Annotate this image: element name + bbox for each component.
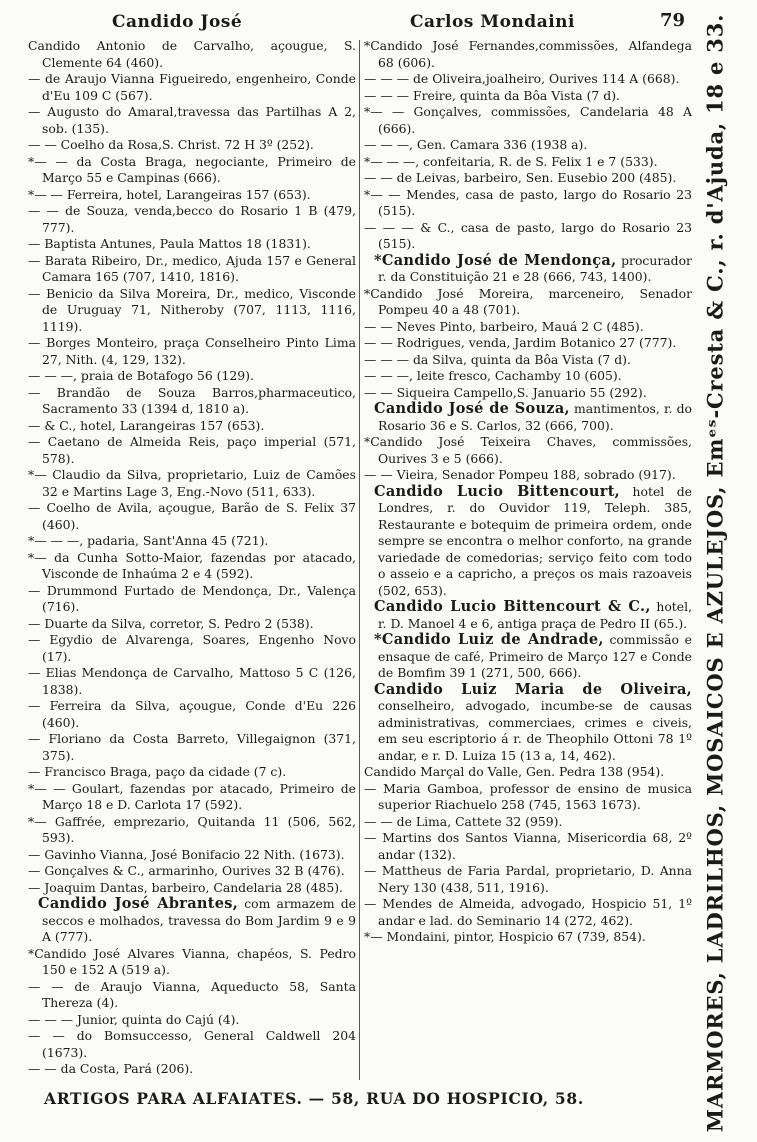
directory-entry <box>364 830 692 863</box>
directory-entry <box>364 682 692 765</box>
directory-entry <box>28 781 356 814</box>
entry-text: — — — da Silva, quinta da Bôa Vista (7 d). <box>364 351 631 367</box>
entry-text: — Caetano de Almeida Reis, paço imperial (571, 578). <box>28 434 356 466</box>
entry-text: *Candido José Moreira, marceneiro, Senador Pompeu 40 a 48 (701). <box>364 285 692 317</box>
directory-entry <box>28 863 356 880</box>
running-head-right: Carlos Mondaini <box>410 12 575 32</box>
directory-entry <box>364 434 692 467</box>
entry-text: — Drummond Furtado de Mendonça, Dr., Valença (716). <box>28 582 356 614</box>
directory-entry <box>28 1012 356 1029</box>
directory-entry <box>28 71 356 104</box>
entry-text: — Egydio de Alvarenga, Soares, Engenho Novo (17). <box>28 632 356 664</box>
entry-text: commissão e ensaque de café, Primeiro de Março 127 e Conde de Bomfim 39 1 (271, 500, 666). <box>378 632 692 680</box>
right-column <box>364 38 692 946</box>
entry-text: — Floriano da Costa Barreto, Villegaignon (371, 375). <box>28 731 356 763</box>
directory-entry <box>28 698 356 731</box>
page-number: 79 <box>660 10 686 31</box>
entry-text: *— Claudio da Silva, proprietario, Luiz de Camões 32 e Martins Lage 3, Eng.-Novo (511, 633). <box>28 467 356 499</box>
directory-entry <box>28 286 356 336</box>
entry-text: — Martins dos Santos Vianna, Misericordia 68, 2º andar (132). <box>364 830 692 862</box>
directory-entry <box>364 896 692 929</box>
entry-text: — Maria Gamboa, professor de ensino de musica superior Riachuelo 258 (745, 1563 1673). <box>364 780 692 812</box>
entry-text: — Gavinho Vianna, José Bonifacio 22 Nith. (1673). <box>28 846 345 862</box>
entry-text: *— da Cunha Sotto-Maior, fazendas por atacado, Visconde de Inhaúma 2 e 4 (592). <box>28 549 356 581</box>
directory-entry <box>28 335 356 368</box>
entry-text: conselheiro, advogado, incumbe-se de causas administrativas, commerciaes, crimes e civeis, em seu escriptorio á r. de Theophilo Ottoni 78 1º andar, e r. D. Luiza 15 (13 a, 14, 462). <box>378 698 692 763</box>
directory-entry <box>28 616 356 633</box>
directory-entry <box>364 170 692 187</box>
entry-text: — — da Costa, Pará (206). <box>28 1061 194 1076</box>
directory-entry <box>28 1028 356 1061</box>
entry-text: *Candido José Fernandes,commissões, Alfandega 68 (606). <box>364 38 692 70</box>
running-head-left: Candido José <box>112 12 243 32</box>
entry-text: *— — Gonçalves, commissões, Candelaria 48 A (666). <box>364 104 692 136</box>
directory-entry <box>364 286 692 319</box>
entry-text: — — — Junior, quinta do Cajú (4). <box>28 1011 240 1027</box>
directory-entry <box>28 814 356 847</box>
entry-text: *— — —, padaria, Sant'Anna 45 (721). <box>28 533 269 548</box>
entry-text: — Joaquim Dantas, barbeiro, Candelaria 28 (485). <box>28 879 343 895</box>
directory-entry <box>364 863 692 896</box>
directory-entry <box>28 583 356 616</box>
entry-text: — Baptista Antunes, Paula Mattos 18 (1831). <box>28 236 311 251</box>
directory-entry <box>364 154 692 171</box>
left-column <box>28 38 356 1078</box>
entry-text: — — —, leite fresco, Cachamby 10 (605). <box>364 368 622 383</box>
entry-text: Candido Marçal do Valle, Gen. Pedra 138 (954). <box>364 764 665 779</box>
directory-entry <box>28 847 356 864</box>
entry-text: — Augusto do Amaral,travessa das Partilhas A 2, sob. (135). <box>28 104 356 136</box>
entry-name: Candido Lucio Bittencourt, <box>374 482 621 500</box>
entry-text: — Elias Mendonça de Carvalho, Mattoso 5 C (126, 1838). <box>28 665 356 697</box>
entry-text: — — de Lima, Cattete 32 (959). <box>364 813 563 829</box>
directory-entry <box>364 220 692 253</box>
entry-text: — Borges Monteiro, praça Conselheiro Pinto Lima 27, Nith. (4, 129, 132). <box>28 335 356 367</box>
entry-text: — Benicio da Silva Moreira, Dr., medico, Visconde de Uruguay 71, Nitheroby (707, 1113, 1116, 1119). <box>28 285 356 334</box>
directory-entry <box>28 187 356 204</box>
directory-entry <box>364 137 692 154</box>
directory-entry <box>28 38 356 71</box>
entry-text: — — — & C., casa de pasto, largo do Rosario 23 (515). <box>364 219 692 251</box>
directory-entry <box>364 401 692 434</box>
running-head <box>0 4 757 34</box>
entry-text: — Mendes de Almeida, advogado, Hospicio 51, 1º andar e lad. do Seminario 14 (272, 462). <box>364 896 692 928</box>
directory-entry <box>28 368 356 385</box>
entry-text: com armazem de seccos e molhados, travessa do Bom Jardim 9 e 9 A (777). <box>42 896 356 944</box>
directory-entry <box>364 484 692 600</box>
directory-entry <box>28 418 356 435</box>
column-divider <box>359 40 360 1080</box>
directory-entry <box>28 1061 356 1078</box>
directory-entry <box>28 632 356 665</box>
entry-text: — & C., hotel, Larangeiras 157 (653). <box>28 417 265 433</box>
directory-entry <box>28 665 356 698</box>
directory-entry <box>28 236 356 253</box>
entry-text: *— — Mendes, casa de pasto, largo do Rosario 23 (515). <box>364 186 692 218</box>
directory-entry <box>28 533 356 550</box>
entry-name: Candido Lucio Bittencourt & C., <box>374 598 651 615</box>
directory-entry <box>364 632 692 682</box>
entry-text: — — —, praia de Botafogo 56 (129). <box>28 368 254 383</box>
entry-text: — — — de Oliveira,joalheiro, Ourives 114 A (668). <box>364 71 680 86</box>
directory-entry <box>28 154 356 187</box>
directory-entry <box>364 253 692 286</box>
directory-entry <box>28 979 356 1012</box>
entry-name: *Candido José de Mendonça, <box>374 251 617 269</box>
footer-advertisement: ARTIGOS PARA ALFAIATES. — 58, RUA DO HOSPICIO, 58. <box>44 1089 584 1108</box>
directory-entry <box>28 896 356 946</box>
entry-text: *— Gaffrée, emprezario, Quitanda 11 (506, 562, 593). <box>28 813 356 845</box>
entry-text: — Coelho de Avila, açougue, Barão de S. Felix 37 (460). <box>28 500 356 532</box>
directory-entry <box>28 104 356 137</box>
directory-entry <box>364 71 692 88</box>
entry-text: — — do Bomsuccesso, General Caldwell 204 (1673). <box>28 1028 356 1060</box>
entry-text: — — Neves Pinto, barbeiro, Mauá 2 C (485). <box>364 318 644 334</box>
directory-entry <box>364 764 692 781</box>
entry-name: Candido Luiz Maria de Oliveira, <box>374 680 692 698</box>
entry-name: Candido José de Souza, <box>374 400 570 417</box>
directory-entry <box>364 335 692 352</box>
entry-name: *Candido Luiz de Andrade, <box>374 631 604 648</box>
entry-name: Candido José Abrantes, <box>38 895 239 912</box>
side-advertisement <box>700 13 730 1132</box>
entry-text: hotel, r. D. Manoel 4 e 6, antiga praça de Pedro II (65.). <box>378 599 693 631</box>
directory-entry <box>28 253 356 286</box>
entry-text: — — Rodrigues, venda, Jardim Botanico 27 (777). <box>364 335 677 350</box>
entry-text: Candido Antonio de Carvalho, açougue, S. Clemente 64 (460). <box>28 38 356 70</box>
directory-entry <box>364 368 692 385</box>
directory-entry <box>28 385 356 418</box>
entry-text: — — —, Gen. Camara 336 (1938 a). <box>364 137 588 152</box>
directory-entry <box>28 137 356 154</box>
directory-entry <box>28 764 356 781</box>
directory-entry <box>364 467 692 484</box>
entry-text: — Duarte da Silva, corretor, S. Pedro 2 (538). <box>28 615 314 631</box>
entry-text: — — de Leivas, barbeiro, Sen. Eusebio 200 (485). <box>364 170 677 185</box>
directory-entry <box>28 467 356 500</box>
directory-entry <box>28 731 356 764</box>
directory-entry <box>364 814 692 831</box>
entry-text: — de Araujo Vianna Figueiredo, engenheiro, Conde d'Eu 109 C (567). <box>28 71 356 103</box>
directory-entry <box>28 500 356 533</box>
directory-entry <box>28 946 356 979</box>
entry-text: *Candido José Teixeira Chaves, commissões, Ourives 3 e 5 (666). <box>364 434 692 466</box>
directory-entry <box>364 88 692 105</box>
directory-entry <box>364 385 692 402</box>
directory-entry <box>364 319 692 336</box>
directory-entry <box>28 203 356 236</box>
directory-entry <box>364 599 692 632</box>
entry-text: *— — Ferreira, hotel, Larangeiras 157 (653). <box>28 186 311 202</box>
entry-text: hotel de Londres, r. do Ouvidor 119, Teleph. 385, Restaurante e botequim de primeira ordem, onde sempre se encontra o melhor conforto, na grande variedade de comedorias; serviço feito com todo o asseio e a capricho, a preços os mais razoaveis (502, 653). <box>378 483 693 598</box>
entry-text: — — Coelho da Rosa,S. Christ. 72 H 3º (252). <box>28 137 314 152</box>
entry-text: *— — da Costa Braga, negociante, Primeiro de Março 55 e Campinas (666). <box>28 153 356 185</box>
directory-entry <box>364 781 692 814</box>
entry-text: — Brandão de Souza Barros,pharmaceutico, Sacramento 33 (1394 d, 1810 a). <box>28 384 356 416</box>
entry-text: — Barata Ribeiro, Dr., medico, Ajuda 157 e General Camara 165 (707, 1410, 1816). <box>28 252 356 284</box>
entry-text: — — — Freire, quinta da Bôa Vista (7 d). <box>364 87 620 103</box>
entry-text: procurador r. da Constituição 21 e 28 (666, 743, 1400). <box>378 252 692 284</box>
entry-text: — — de Souza, venda,becco do Rosario 1 B (479, 777). <box>28 203 356 235</box>
entry-text: *— Mondaini, pintor, Hospicio 67 (739, 854). <box>364 929 646 944</box>
entry-text: *Candido José Alvares Vianna, chapéos, S. Pedro 150 e 152 A (519 a). <box>28 945 356 977</box>
entry-text: — Ferreira da Silva, açougue, Conde d'Eu 226 (460). <box>28 698 356 730</box>
entry-text: *— — Goulart, fazendas por atacado, Primeiro de Março 18 e D. Carlota 17 (592). <box>28 780 356 812</box>
directory-entry <box>364 187 692 220</box>
side-advertisement-text: MARMORES, LADRILHOS, MOSAICOS E AZULEJOS, Emᵉˢ-Cresta & C., r. d'Ajuda, 18 e 33. <box>702 13 728 1132</box>
entry-text: — — Vieira, Senador Pompeu 188, sobrado (917). <box>364 467 676 482</box>
entry-text: — Gonçalves & C., armarinho, Ourives 32 B (476). <box>28 863 345 878</box>
entry-text: — Francisco Braga, paço da cidade (7 c). <box>28 764 287 779</box>
directory-entry <box>364 929 692 946</box>
directory-entry <box>28 880 356 897</box>
entry-text: — — de Araujo Vianna, Aqueducto 58, Santa Thereza (4). <box>28 978 356 1010</box>
directory-entry <box>364 352 692 369</box>
entry-text: mantimentos, r. do Rosario 36 e S. Carlos, 32 (666, 700). <box>378 401 692 433</box>
directory-entry <box>364 104 692 137</box>
entry-text: — Mattheus de Faria Pardal, proprietario, D. Anna Nery 130 (438, 511, 1916). <box>364 863 692 895</box>
entry-text: — — Siqueira Campello,S. Januario 55 (292). <box>364 384 647 400</box>
directory-entry <box>28 550 356 583</box>
directory-entry <box>28 434 356 467</box>
entry-text: *— — —, confeitaria, R. de S. Felix 1 e 7 (533). <box>364 153 658 169</box>
directory-entry <box>364 38 692 71</box>
